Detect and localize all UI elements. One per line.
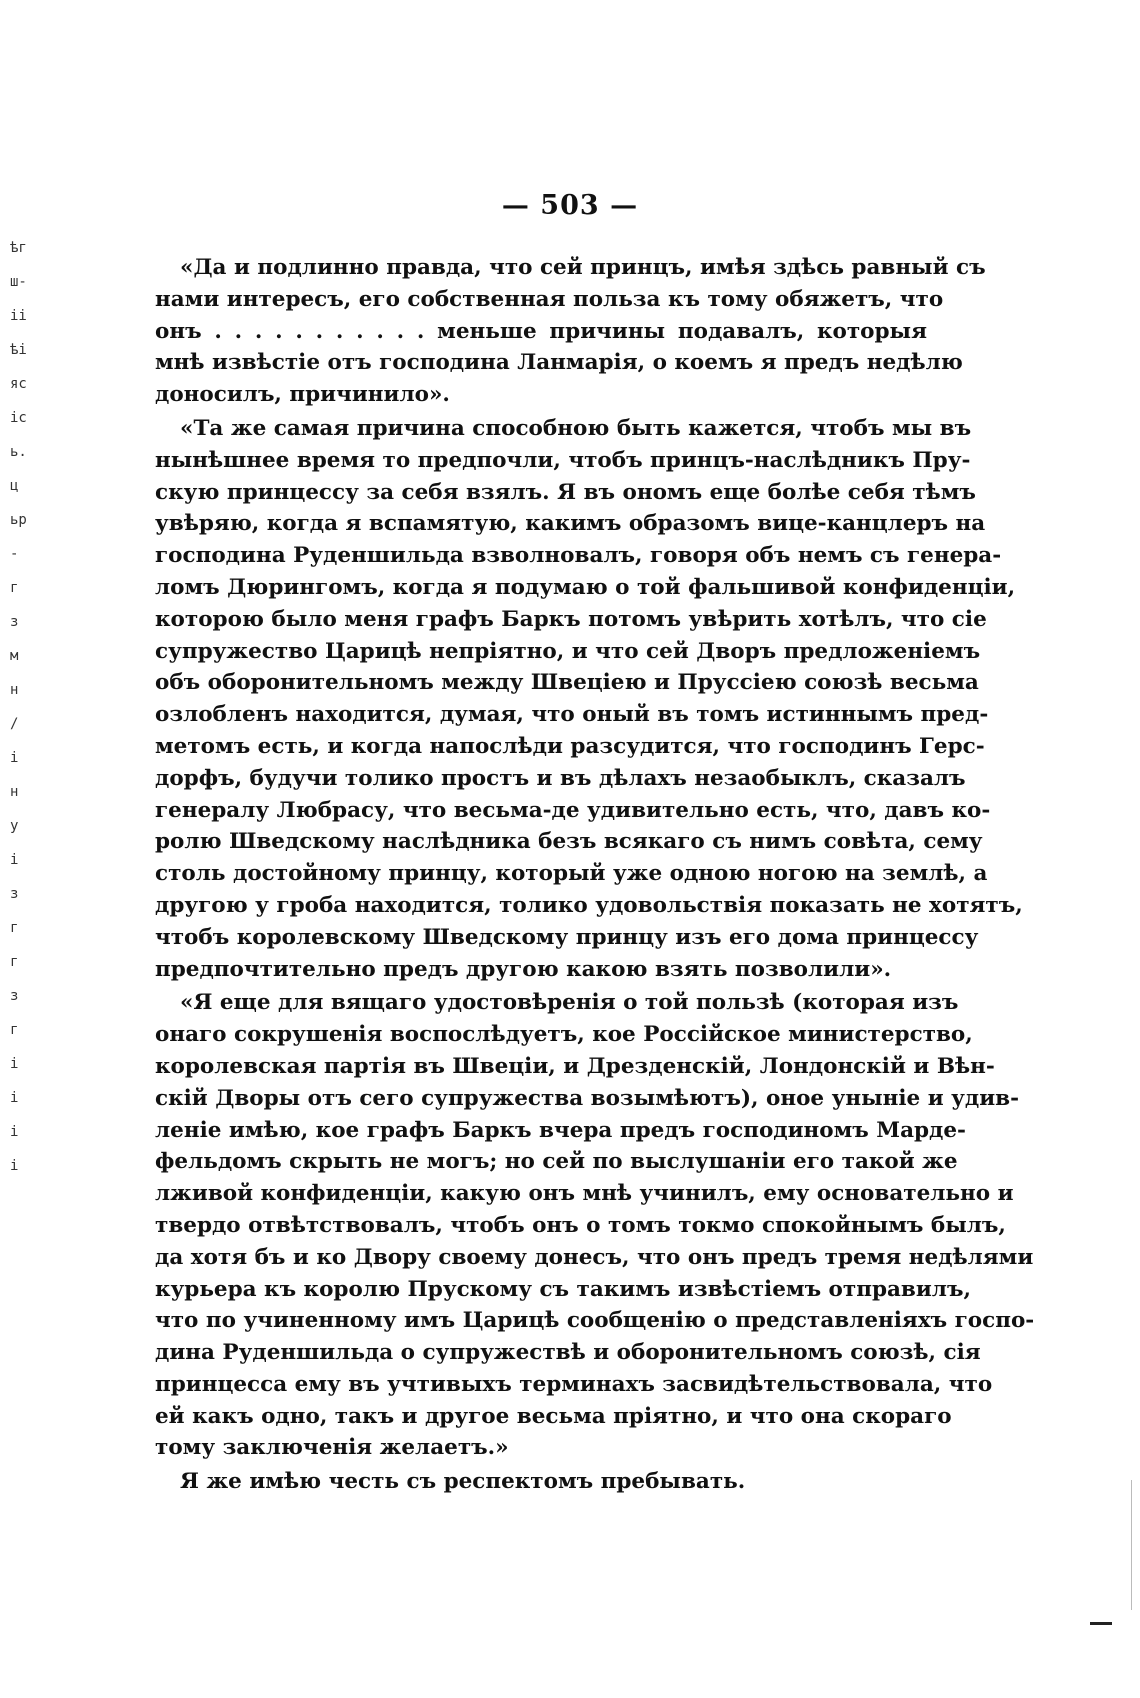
- text-line: супружество Царицѣ непріятно, и что сей Дворъ предложеніемъ: [155, 638, 981, 664]
- paragraph-2: [155, 413, 1023, 985]
- text-line: принцесса ему въ учтивыхъ терминахъ засвидѣтельствовала, что: [155, 1371, 993, 1397]
- paragraph-4: [155, 1466, 927, 1498]
- margin-mark: ьр: [10, 512, 27, 528]
- margin-mark: іс: [10, 410, 27, 426]
- text-line: которою было меня графъ Баркъ потомъ увѣрить хотѣлъ, что сіе: [155, 606, 987, 632]
- text-line: «Да и подлинно правда, что сей принцъ, имѣя здѣсь равный съ: [180, 255, 986, 280]
- text-line: столь достойному принцу, который уже одною ногою на землѣ, а: [155, 861, 988, 887]
- text-line: озлобленъ находится, думая, что оный въ томъ истиннымъ пред-: [155, 702, 989, 728]
- paragraph-1: [155, 252, 986, 411]
- text-line: что по учиненному имъ Царицѣ сообщенію о представленіяхъ госпо-: [155, 1308, 1035, 1334]
- text-line: скій Дворы отъ сего супружества возымѣютъ), оное уныніе и удив-: [155, 1085, 1020, 1111]
- text-line: нынѣшнее время то предпочли, чтобъ принцъ-наслѣдникъ Пру-: [155, 447, 971, 473]
- text-line: скую принцессу за себя взялъ. Я въ ономъ еще болѣе себя тѣмъ: [155, 479, 976, 505]
- paragraph-3: [155, 987, 1035, 1464]
- text-line: дина Руденшильда о супружествѣ и оборонительномъ союзѣ, сія: [155, 1340, 981, 1366]
- margin-mark: ь.: [10, 444, 27, 460]
- text-line: онъ . . . . . . . . . . . меньше причины подавалъ, которыя: [155, 318, 927, 344]
- margin-mark: ѣі: [10, 342, 27, 358]
- text-line: королевская партія въ Швеціи, и Дрезденскій, Лондонскій и Вѣн-: [155, 1053, 995, 1079]
- margin-mark: з: [10, 886, 19, 902]
- scan-corner-mark: [1090, 1622, 1112, 1625]
- margin-mark: ц: [10, 478, 19, 494]
- margin-mark: г: [10, 920, 19, 936]
- page-number: — 503 —: [501, 190, 639, 221]
- margin-mark: г: [10, 580, 19, 596]
- body-text: [155, 252, 1035, 1500]
- text-line: фельдомъ скрыть не могъ; но сей по выслушаніи его такой же: [155, 1149, 958, 1175]
- text-line: увѣряю, когда я вспамятую, какимъ образомъ вице-канцлеръ на: [155, 511, 986, 537]
- margin-mark: і: [10, 750, 19, 766]
- text-line: дорфъ, будучи толико простъ и въ дѣлахъ незаобыклъ, сказалъ: [155, 765, 966, 791]
- text-line: нами интересъ, его собственная польза къ тому обяжетъ, что: [155, 286, 944, 312]
- text-line: генералу Любрасу, что весьма-де удивительно есть, что, давъ ко-: [155, 797, 991, 823]
- text-line: другою у гроба находится, толико удовольствія показать не хотятъ,: [155, 892, 1023, 918]
- margin-mark: н: [10, 784, 19, 800]
- text-line: онаго сокрушенія воспослѣдуетъ, кое Россійское министерство,: [155, 1022, 973, 1048]
- margin-mark: і: [10, 852, 19, 868]
- text-line: да хотя бъ и ко Двору своему донесъ, что онъ предъ тремя недѣлями: [155, 1244, 1034, 1270]
- margin-mark: у: [10, 818, 19, 834]
- margin-mark: ш-: [10, 274, 27, 290]
- text-line: ломъ Дюрингомъ, когда я подумаю о той фальшивой конфиденціи,: [155, 574, 1016, 600]
- margin-mark: і: [10, 1090, 19, 1106]
- text-line: тому заключенія желаетъ.»: [155, 1435, 509, 1461]
- scan-edge-line: [1131, 1480, 1132, 1610]
- margin-mark: -: [10, 546, 19, 562]
- margin-mark: іі: [10, 308, 27, 324]
- margin-mark: з: [10, 988, 19, 1004]
- text-line: чтобъ королевскому Шведскому принцу изъ его дома принцессу: [155, 924, 979, 950]
- margin-mark: і: [10, 1056, 19, 1072]
- text-line: «Я еще для вящаго удостовѣренія о той пользѣ (которая изъ: [180, 990, 959, 1016]
- text-line: лживой конфиденціи, какую онъ мнѣ учинилъ, ему основательно и: [155, 1181, 1014, 1207]
- margin-mark: і: [10, 1158, 19, 1174]
- text-line: леніе имѣю, кое графъ Баркъ вчера предъ господиномъ Марде-: [155, 1117, 966, 1143]
- margin-mark: м: [10, 648, 19, 664]
- text-line: ролю Шведскому наслѣдника безъ всякаго съ нимъ совѣта, сему: [155, 829, 983, 855]
- text-line: твердо отвѣтствовалъ, чтобъ онъ о томъ токмо спокойнымъ былъ,: [155, 1212, 1006, 1238]
- text-line: господина Руденшильда взволновалъ, говоря объ немъ съ генера-: [155, 543, 1002, 569]
- margin-mark: /: [10, 716, 19, 732]
- margin-mark: г: [10, 954, 19, 970]
- text-line: доносилъ, причинило».: [155, 382, 450, 408]
- margin-mark: з: [10, 614, 19, 630]
- text-line: Я же имѣю честь съ респектомъ пребывать.: [180, 1469, 746, 1495]
- margin-mark: н: [10, 682, 19, 698]
- text-line: курьера къ королю Прускому съ такимъ извѣстіемъ отправилъ,: [155, 1276, 971, 1302]
- margin-bleed-marks: [0, 240, 40, 1240]
- margin-mark: ѣг: [10, 240, 27, 256]
- text-line: ей какъ одно, такъ и другое весьма пріятно, и что она скораго: [155, 1403, 952, 1429]
- margin-mark: і: [10, 1124, 19, 1140]
- text-line: объ оборонительномъ между Швеціею и Пруссіею союзѣ весьма: [155, 670, 979, 696]
- margin-mark: яс: [10, 376, 27, 392]
- margin-mark: г: [10, 1022, 19, 1038]
- text-line: предпочтительно предъ другою какою взять позволили».: [155, 956, 892, 982]
- text-line: «Та же самая причина способною быть кажется, чтобъ мы въ: [180, 415, 972, 441]
- text-line: мнѣ извѣстіе отъ господина Ланмарія, о коемъ я предъ недѣлю: [155, 350, 963, 376]
- text-line: метомъ есть, и когда напослѣди разсудится, что господинъ Герс-: [155, 733, 985, 759]
